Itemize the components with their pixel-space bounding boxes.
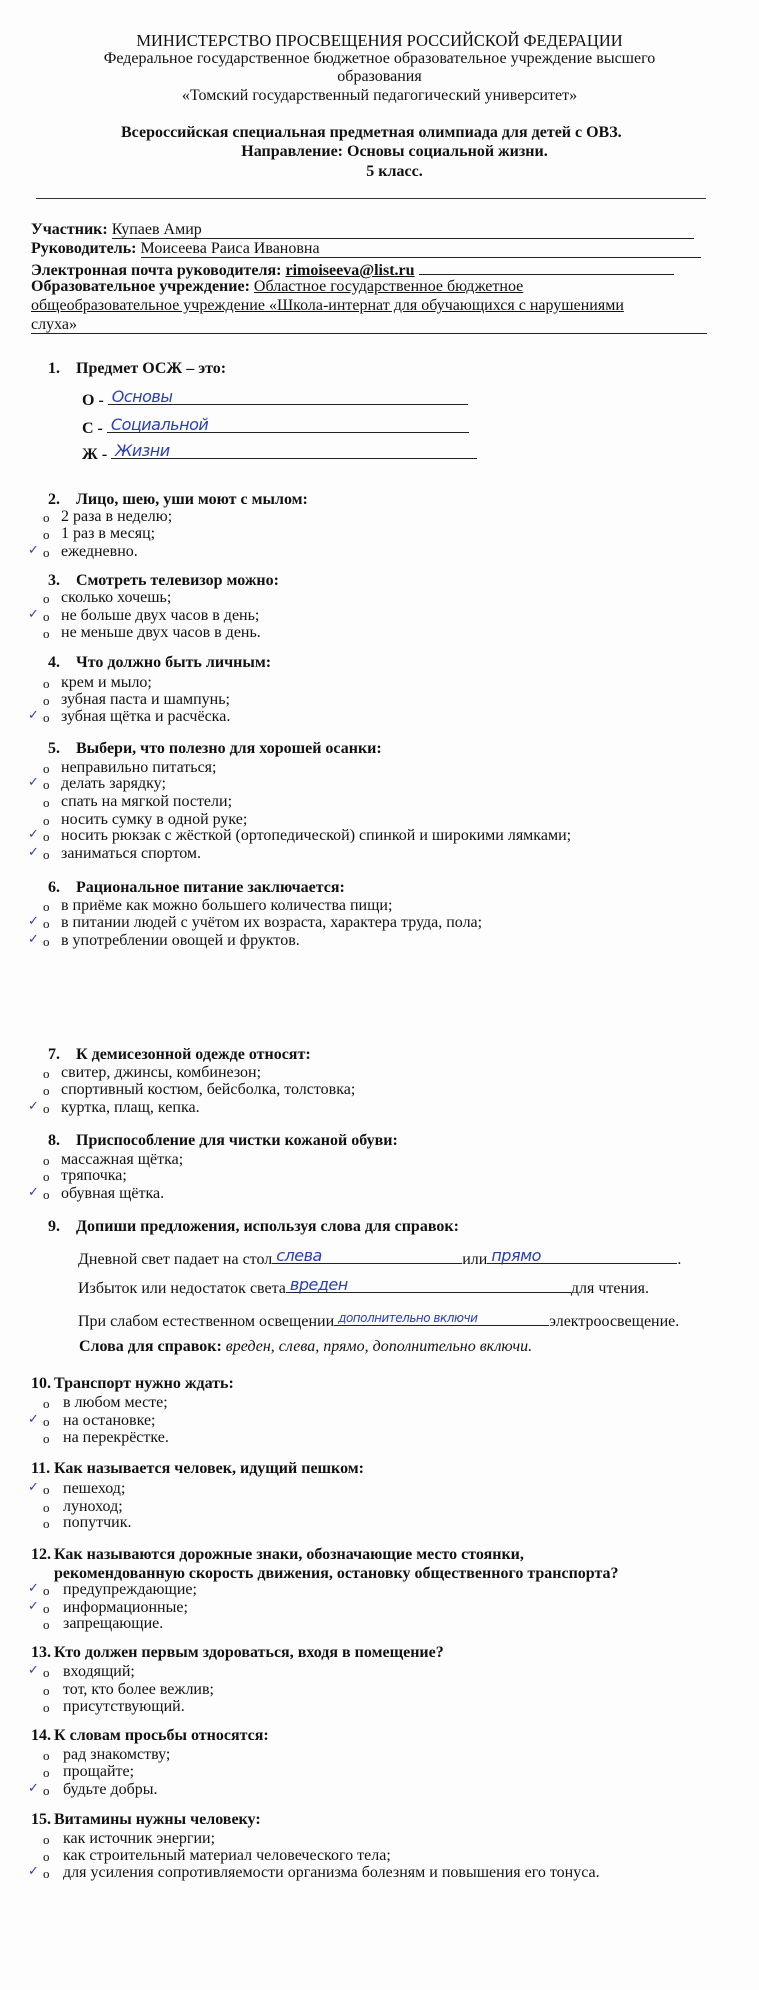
- bullet-icon: o: [43, 1832, 50, 1847]
- checkmark-icon: ✓: [28, 932, 39, 947]
- email-label: Электронная почта руководителя:: [31, 262, 282, 279]
- participant-value: Купаев Амир: [112, 222, 694, 239]
- question-number: 11.: [31, 1460, 51, 1477]
- checkmark-icon: ✓: [28, 1185, 39, 1200]
- bullet-icon: o: [43, 1700, 50, 1715]
- option-text: на перекрёстке.: [63, 1429, 169, 1446]
- question-title: Как называются дорожные знаки, обозначающие место стоянки,: [54, 1546, 524, 1563]
- email-value: rimoiseeva@list.ru: [285, 262, 415, 279]
- question-number: 8.: [48, 1132, 60, 1149]
- handwritten-answer: дополнительно включи: [338, 1311, 478, 1325]
- handwritten-answer: прямо: [491, 1246, 541, 1265]
- option-text: спортивный костюм, бейсболка, толстовка;: [61, 1081, 356, 1098]
- bullet-icon: o: [43, 1601, 50, 1616]
- school-value-cont: слуха»: [31, 317, 707, 334]
- school-value-cont: общеобразовательное учреждение «Школа-интернат для обучающихся с нарушениями: [31, 297, 624, 314]
- question-number: 13.: [31, 1644, 51, 1661]
- bullet-icon: o: [43, 591, 50, 606]
- option-text: рад знакомству;: [63, 1746, 171, 1763]
- direction-title: Направление: Основы социальной жизни.: [241, 143, 548, 160]
- supervisor-label: Руководитель:: [31, 240, 137, 257]
- bullet-icon: o: [43, 1101, 50, 1116]
- divider: [36, 198, 706, 199]
- option-text: в приёме как можно большего количества пищи;: [61, 897, 393, 914]
- option-text: заниматься спортом.: [61, 845, 202, 862]
- option-text: сколько хочешь;: [61, 589, 172, 606]
- option-text: не больше двух часов в день;: [61, 607, 260, 624]
- checkmark-icon: ✓: [28, 1099, 39, 1114]
- bullet-icon: o: [43, 676, 50, 691]
- checkmark-icon: ✓: [28, 708, 39, 723]
- bullet-icon: o: [43, 1849, 50, 1864]
- bullet-icon: o: [43, 1516, 50, 1531]
- option-text: присутствующий.: [63, 1698, 185, 1715]
- option-text: 1 раз в месяц;: [61, 525, 156, 542]
- question-number: 3.: [48, 572, 60, 589]
- option-text: массажная щётка;: [61, 1151, 184, 1168]
- option-text: 2 раза в неделю;: [61, 508, 173, 525]
- option-text: в любом месте;: [63, 1394, 168, 1411]
- question-number: 7.: [48, 1046, 60, 1063]
- option-text: предупреждающие;: [63, 1581, 197, 1598]
- email-row: [31, 260, 674, 279]
- question-number: 5.: [48, 740, 60, 757]
- bullet-icon: o: [43, 847, 50, 862]
- bullet-icon: o: [43, 1748, 50, 1763]
- option-text: крем и мыло;: [61, 674, 152, 691]
- row-letter: О -: [82, 392, 104, 409]
- handwritten-answer: вреден: [289, 1275, 348, 1294]
- option-text: носить рюкзак с жёсткой (ортопедической) спинкой и широкими лямками;: [61, 827, 572, 844]
- email-blank: [419, 260, 674, 275]
- question-number: 9.: [48, 1218, 60, 1235]
- sentence-2: [78, 1276, 649, 1297]
- checkmark-icon: ✓: [28, 775, 39, 790]
- question-title: К словам просьбы относятся:: [54, 1727, 269, 1744]
- answer-row: [82, 416, 469, 437]
- answer-blank[interactable]: [487, 1247, 677, 1264]
- checkmark-icon: ✓: [28, 543, 39, 558]
- option-text: обувная щётка.: [61, 1185, 165, 1202]
- ministry-title: МИНИСТЕРСТВО ПРОСВЕЩЕНИЯ РОССИЙСКОЙ ФЕДЕРАЦИИ: [136, 31, 623, 50]
- bullet-icon: o: [43, 1431, 50, 1446]
- bullet-icon: o: [43, 1500, 50, 1515]
- option-text: неправильно питаться;: [61, 759, 217, 776]
- option-text: будьте добры.: [63, 1781, 158, 1798]
- bullet-icon: o: [43, 1866, 50, 1881]
- bullet-icon: o: [43, 1783, 50, 1798]
- sentence-text: для чтения.: [570, 1280, 650, 1297]
- school-value: Областное государственное бюджетное: [253, 278, 524, 295]
- option-text: делать зарядку;: [61, 775, 166, 792]
- checkmark-icon: ✓: [28, 1781, 39, 1796]
- option-text: попутчик.: [63, 1514, 132, 1531]
- bullet-icon: o: [43, 1396, 50, 1411]
- sentence-text: или: [462, 1251, 488, 1268]
- question-title: Рациональное питание заключается:: [76, 879, 345, 896]
- bullet-icon: o: [43, 899, 50, 914]
- answer-row: [82, 388, 468, 409]
- question-title: Выбери, что полезно для хорошей осанки:: [76, 740, 382, 757]
- bullet-icon: o: [43, 829, 50, 844]
- question-title: К демисезонной одежде относят:: [76, 1046, 311, 1063]
- option-text: зубная паста и шампунь;: [61, 691, 230, 708]
- option-text: как источник энергии;: [63, 1830, 216, 1847]
- checkmark-icon: ✓: [28, 1864, 39, 1879]
- question-title: Приспособление для чистки кожаной обуви:: [76, 1132, 398, 1149]
- handwritten-answer: Жизни: [115, 441, 170, 460]
- question-title: Кто должен первым здороваться, входя в помещение?: [54, 1644, 444, 1661]
- answer-blank[interactable]: [334, 1309, 549, 1326]
- bullet-icon: o: [43, 777, 50, 792]
- option-text: входящий;: [63, 1663, 135, 1680]
- checkmark-icon: ✓: [28, 1599, 39, 1614]
- reference-words: [79, 1339, 532, 1355]
- sentence-text: При слабом естественном освещении: [78, 1313, 335, 1330]
- bullet-icon: o: [43, 545, 50, 560]
- option-text: куртка, плащ, кепка.: [61, 1099, 200, 1116]
- bullet-icon: o: [43, 1665, 50, 1680]
- bullet-icon: o: [43, 1765, 50, 1780]
- checkmark-icon: ✓: [28, 827, 39, 842]
- sentence-3: [78, 1309, 679, 1330]
- option-text: прощайте;: [63, 1763, 135, 1780]
- university-name: «Томский государственный педагогический университет»: [181, 87, 578, 104]
- supervisor-row: [31, 241, 701, 258]
- option-text: тот, кто более вежлив;: [63, 1681, 214, 1698]
- answer-blank[interactable]: [107, 416, 469, 433]
- bullet-icon: o: [43, 1187, 50, 1202]
- olympiad-title: Всероссийская специальная предметная олимпиада для детей с ОВЗ.: [121, 124, 622, 141]
- checkmark-icon: ✓: [28, 845, 39, 860]
- option-text: не меньше двух часов в день.: [61, 624, 261, 641]
- answer-blank[interactable]: [108, 388, 468, 405]
- bullet-icon: o: [43, 527, 50, 542]
- bullet-icon: o: [43, 1066, 50, 1081]
- option-text: тряпочка;: [61, 1167, 127, 1184]
- bullet-icon: o: [43, 693, 50, 708]
- question-number: 10.: [31, 1375, 51, 1392]
- checkmark-icon: ✓: [28, 1480, 39, 1495]
- bullet-icon: o: [43, 1482, 50, 1497]
- question-number: 2.: [48, 491, 60, 508]
- option-text: в питании людей с учётом их возраста, характера труда, пола;: [61, 914, 483, 931]
- option-text: информационные;: [63, 1599, 188, 1616]
- bullet-icon: o: [43, 916, 50, 931]
- school-label: Образовательное учреждение:: [31, 278, 250, 295]
- question-number: 6.: [48, 879, 60, 896]
- question-number: 1.: [48, 360, 60, 377]
- bullet-icon: o: [43, 813, 50, 828]
- question-title: Лицо, шею, уши моют с мылом:: [76, 491, 308, 508]
- option-text: зубная щётка и расчёска.: [61, 708, 231, 725]
- answer-blank[interactable]: [286, 1276, 571, 1293]
- handwritten-answer: слева: [276, 1246, 322, 1265]
- bullet-icon: o: [43, 1169, 50, 1184]
- answer-row: [82, 442, 477, 463]
- option-text: спать на мягкой постели;: [61, 793, 233, 810]
- question-title: Транспорт нужно ждать:: [54, 1375, 234, 1392]
- option-text: запрещающие.: [63, 1615, 164, 1632]
- option-text: пешеход;: [63, 1480, 126, 1497]
- question-number: 4.: [48, 654, 60, 671]
- bullet-icon: o: [43, 1617, 50, 1632]
- bullet-icon: o: [43, 761, 50, 776]
- option-text: в употреблении овощей и фруктов.: [61, 932, 300, 949]
- sentence-text: электроосвещение.: [549, 1313, 680, 1330]
- checkmark-icon: ✓: [28, 1412, 39, 1427]
- question-number: 12.: [31, 1546, 51, 1563]
- option-text: луноход;: [63, 1498, 123, 1515]
- checkmark-icon: ✓: [28, 1663, 39, 1678]
- sentence-text: Избыток или недостаток света: [78, 1280, 286, 1297]
- bullet-icon: o: [43, 1083, 50, 1098]
- bullet-icon: o: [43, 1683, 50, 1698]
- question-number: 15.: [31, 1811, 51, 1828]
- bullet-icon: o: [43, 1583, 50, 1598]
- option-text: свитер, джинсы, комбинезон;: [61, 1064, 262, 1081]
- question-number: 14.: [31, 1727, 51, 1744]
- institution-line: образования: [337, 68, 422, 85]
- bullet-icon: o: [43, 1414, 50, 1429]
- sentence-1: [78, 1247, 681, 1268]
- school-row: [31, 279, 523, 295]
- question-title: Витамины нужны человеку:: [54, 1811, 261, 1828]
- row-letter: Ж -: [82, 446, 108, 463]
- option-text: для усиления сопротивляемости организма болезням и повышения его тонуса.: [63, 1864, 600, 1881]
- handwritten-answer: Основы: [111, 387, 173, 406]
- handwritten-answer: Социальной: [110, 415, 209, 434]
- checkmark-icon: ✓: [28, 914, 39, 929]
- option-text: носить сумку в одной руке;: [61, 811, 248, 828]
- question-title: рекомендованную скорость движения, остановку общественного транспорта?: [54, 1565, 619, 1582]
- sentence-text: Дневной свет падает на стол: [78, 1251, 273, 1268]
- option-text: как строительный материал человеческого тела;: [63, 1847, 391, 1864]
- bullet-icon: o: [43, 626, 50, 641]
- supervisor-value: Моисеева Раиса Ивановна: [141, 241, 701, 258]
- bullet-icon: o: [43, 710, 50, 725]
- bullet-icon: o: [43, 609, 50, 624]
- participant-row: [31, 222, 694, 239]
- option-text: на остановке;: [63, 1412, 156, 1429]
- grade-title: 5 класс.: [366, 163, 423, 180]
- participant-label: Участник:: [31, 221, 108, 238]
- reference-label: Слова для справок:: [79, 1338, 222, 1355]
- checkmark-icon: ✓: [28, 607, 39, 622]
- bullet-icon: o: [43, 1153, 50, 1168]
- bullet-icon: o: [43, 795, 50, 810]
- question-title: Как называется человек, идущий пешком:: [54, 1460, 364, 1477]
- bullet-icon: o: [43, 934, 50, 949]
- checkmark-icon: ✓: [28, 1581, 39, 1596]
- question-title: Предмет ОСЖ – это:: [76, 360, 227, 377]
- question-title: Смотреть телевизор можно:: [76, 572, 279, 589]
- institution-line: Федеральное государственное бюджетное образовательное учреждение высшего: [103, 50, 656, 67]
- reference-list: вреден, слева, прямо, дополнительно включи.: [225, 1338, 533, 1355]
- row-letter: С -: [82, 420, 103, 437]
- option-text: ежедневно.: [61, 543, 138, 560]
- question-title: Что должно быть личным:: [76, 654, 272, 671]
- answer-blank[interactable]: [272, 1247, 462, 1264]
- sentence-text: .: [677, 1251, 682, 1268]
- bullet-icon: o: [43, 510, 50, 525]
- answer-blank[interactable]: [111, 442, 477, 459]
- question-title: Допиши предложения, используя слова для справок:: [76, 1218, 459, 1235]
